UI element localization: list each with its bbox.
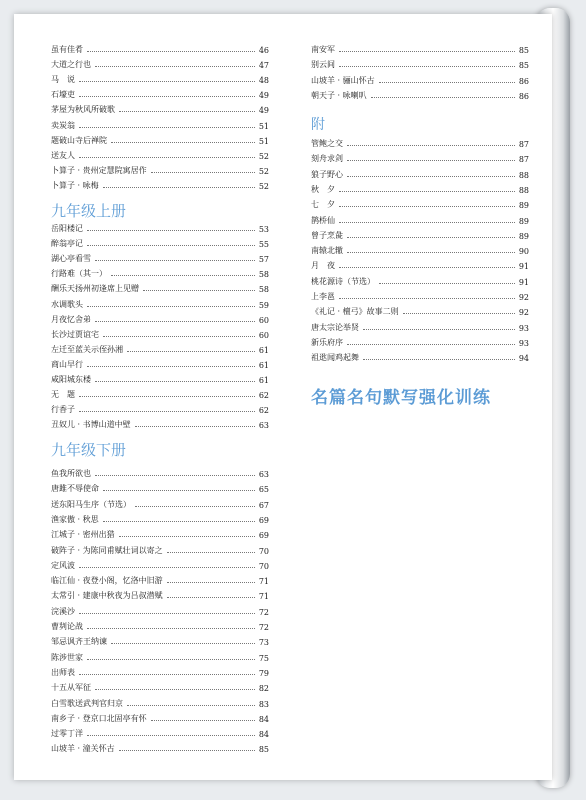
toc-entry-page: 57 xyxy=(258,255,269,265)
toc-entry-title: 卜算子 · 咏梅 xyxy=(51,180,99,190)
toc-entry-title: 虽有佳肴 xyxy=(51,45,83,54)
toc-entry[interactable] xyxy=(311,39,529,55)
toc-entry[interactable] xyxy=(51,145,269,161)
dot-leader xyxy=(79,396,255,397)
dot-leader xyxy=(363,359,515,360)
toc-entry[interactable] xyxy=(51,677,269,693)
toc-entry-page: 89 xyxy=(518,231,529,241)
toc-entry[interactable] xyxy=(51,84,269,100)
dot-leader xyxy=(339,267,515,268)
toc-entry[interactable] xyxy=(311,347,529,363)
dot-leader xyxy=(167,552,255,553)
dot-leader xyxy=(79,567,255,568)
dot-leader xyxy=(119,750,255,751)
toc-entry[interactable] xyxy=(51,631,269,647)
toc-entry[interactable] xyxy=(311,54,529,70)
toc-entry-page: 94 xyxy=(518,354,529,364)
section-heading-grade9-vol1: 九年级上册 xyxy=(51,202,127,220)
toc-entry-title: 邹忌讽齐王纳谏 xyxy=(51,637,107,647)
toc-entry-title: 鱼我所欲也 xyxy=(51,469,91,478)
toc-entry[interactable] xyxy=(51,175,269,191)
dot-leader xyxy=(135,426,255,427)
dot-leader xyxy=(111,275,255,276)
dot-leader xyxy=(371,97,515,98)
toc-entry-title: 山坡羊 · 骊山怀古 xyxy=(311,75,375,85)
toc-entry-page: 63 xyxy=(258,421,269,431)
toc-entry-page: 46 xyxy=(258,46,269,55)
toc-entry-title: 茅屋为秋风所破歌 xyxy=(51,105,115,115)
toc-entry-title: 月 夜 xyxy=(311,261,335,271)
dot-leader xyxy=(111,142,255,143)
toc-entry-page: 79 xyxy=(258,668,269,678)
toc-entry[interactable] xyxy=(51,248,269,264)
toc-entry[interactable] xyxy=(311,301,529,317)
toc-entry-title: 行路难（其一） xyxy=(51,269,107,279)
toc-entry-page: 52 xyxy=(258,151,269,161)
toc-entry-page: 49 xyxy=(258,106,269,116)
toc-entry-page: 60 xyxy=(258,315,269,325)
dot-leader xyxy=(87,230,255,231)
toc-entry-title: 送东阳马生序（节选） xyxy=(51,499,131,509)
toc-entry-page: 75 xyxy=(258,653,269,663)
dot-leader xyxy=(403,313,515,314)
toc-entry-page: 65 xyxy=(258,485,269,495)
toc-entry-page: 58 xyxy=(258,270,269,280)
toc-entry-page: 85 xyxy=(518,46,529,55)
toc-entry-title: 行香子 xyxy=(51,405,75,415)
toc-entry[interactable] xyxy=(51,555,269,571)
toc-entry[interactable] xyxy=(51,738,269,754)
toc-entry-page: 84 xyxy=(258,714,269,724)
toc-entry[interactable] xyxy=(51,570,269,586)
toc-entry[interactable] xyxy=(311,179,529,195)
toc-entry-page: 71 xyxy=(258,577,269,587)
toc-entry-page: 51 xyxy=(258,121,269,131)
toc-entry-title: 月夜忆舍弟 xyxy=(51,314,91,324)
toc-entry-page: 55 xyxy=(258,240,269,250)
toc-entry-page: 58 xyxy=(258,285,269,295)
dot-leader xyxy=(103,187,255,188)
dot-leader xyxy=(103,336,255,337)
toc-entry[interactable] xyxy=(51,616,269,632)
toc-entry[interactable] xyxy=(311,70,529,86)
toc-entry-title: 出师表 xyxy=(51,667,75,677)
toc-entry-title: 卖炭翁 xyxy=(51,120,75,130)
toc-entry-page: 91 xyxy=(518,277,529,287)
dot-leader xyxy=(127,351,255,352)
toc-entry[interactable] xyxy=(51,723,269,739)
toc-entry-title: 桃花源诗（节选） xyxy=(311,276,375,286)
toc-entry-page: 89 xyxy=(518,216,529,226)
dot-leader xyxy=(79,96,255,97)
toc-entry-title: 酬乐天扬州初逢席上见赠 xyxy=(51,284,139,294)
toc-entry[interactable] xyxy=(311,332,529,348)
toc-entry[interactable] xyxy=(51,399,269,415)
toc-entry-page: 52 xyxy=(258,166,269,176)
dot-leader xyxy=(95,321,255,322)
toc-entry-page: 83 xyxy=(258,699,269,709)
toc-entry-page: 86 xyxy=(518,76,529,86)
toc-entry-page: 48 xyxy=(258,76,269,86)
toc-entry-page: 73 xyxy=(258,638,269,648)
toc-entry-title: 无 题 xyxy=(51,390,75,400)
toc-entry[interactable] xyxy=(51,540,269,556)
toc-entry[interactable] xyxy=(311,225,529,241)
toc-entry-title: 卜算子 · 贵州定慧院寓居作 xyxy=(51,165,147,175)
toc-entry[interactable] xyxy=(311,255,529,271)
toc-entry[interactable] xyxy=(51,494,269,510)
toc-entry[interactable] xyxy=(51,509,269,525)
toc-entry-title: 左迁至蓝关示侄孙湘 xyxy=(51,344,123,354)
toc-entry[interactable] xyxy=(311,210,529,226)
drill-heading: 名篇名句默写强化训练 xyxy=(311,388,491,408)
dot-leader xyxy=(339,298,515,299)
dot-leader xyxy=(119,536,255,537)
toc-entry[interactable] xyxy=(51,414,269,430)
toc-entry-page: 87 xyxy=(518,155,529,165)
dot-leader xyxy=(167,597,255,598)
toc-entry-page: 86 xyxy=(518,91,529,101)
dot-leader xyxy=(151,720,255,721)
toc-entry[interactable] xyxy=(51,99,269,115)
toc-entry-title: 别云间 xyxy=(311,60,335,70)
toc-entry-page: 72 xyxy=(258,607,269,617)
toc-entry-page: 88 xyxy=(518,185,529,195)
toc-entry-page: 59 xyxy=(258,300,269,310)
toc-entry-page: 72 xyxy=(258,623,269,632)
toc-entry-page: 85 xyxy=(518,61,529,71)
toc-entry-title: 长沙过贾谊宅 xyxy=(51,329,99,339)
toc-entry-title: 岳阳楼记 xyxy=(51,224,83,233)
toc-entry[interactable] xyxy=(51,263,269,279)
toc-entry[interactable] xyxy=(51,130,269,146)
section-heading-appendix: 附 xyxy=(311,117,325,133)
toc-entry-title: 江城子 · 密州出猎 xyxy=(51,530,115,540)
toc-entry-title: 定风波 xyxy=(51,560,75,570)
toc-entry-page: 53 xyxy=(258,225,269,234)
dot-leader xyxy=(135,506,255,507)
toc-entry[interactable] xyxy=(51,369,269,385)
toc-entry-page: 93 xyxy=(518,323,529,333)
dot-leader xyxy=(95,381,255,382)
dot-leader xyxy=(87,306,255,307)
toc-entry-title: 曾子烹彘 xyxy=(311,230,343,240)
dot-leader xyxy=(103,521,255,522)
toc-entry-title: 马 说 xyxy=(51,75,75,85)
toc-entry-title: 狼子野心 xyxy=(311,169,343,179)
dot-leader xyxy=(87,735,255,736)
toc-entry-title: 刻舟求剑 xyxy=(311,154,343,164)
toc-entry-title: 《礼记 · 檀弓》故事二则 xyxy=(311,307,399,317)
dot-leader xyxy=(347,252,515,253)
toc-entry-title: 石壕吏 xyxy=(51,90,75,100)
toc-entry-title: 咸阳城东楼 xyxy=(51,375,91,384)
dot-leader xyxy=(143,290,255,291)
dot-leader xyxy=(363,329,515,330)
toc-entry[interactable] xyxy=(51,384,269,400)
dot-leader xyxy=(379,82,515,83)
toc-entry-title: 曹刿论战 xyxy=(51,622,83,631)
toc-entry-title: 醉翁亭记 xyxy=(51,239,83,249)
dot-leader xyxy=(347,176,515,177)
toc-entry[interactable] xyxy=(51,39,269,55)
toc-entry-page: 91 xyxy=(518,262,529,272)
toc-entry[interactable] xyxy=(51,601,269,617)
toc-entry-title: 陈涉世家 xyxy=(51,652,83,662)
toc-entry-page: 87 xyxy=(518,140,529,149)
toc-entry[interactable] xyxy=(51,478,269,494)
toc-entry-title: 祖逖闻鸡起舞 xyxy=(311,353,359,363)
toc-entry-page: 93 xyxy=(518,338,529,348)
toc-entry-title: 湖心亭看雪 xyxy=(51,254,91,264)
dot-leader xyxy=(79,127,255,128)
toc-entry[interactable] xyxy=(51,278,269,294)
toc-entry-page: 70 xyxy=(258,561,269,571)
toc-entry[interactable] xyxy=(51,339,269,355)
dot-leader xyxy=(339,66,515,67)
toc-entry-title: 丑奴儿 · 书博山道中壁 xyxy=(51,420,131,430)
dot-leader xyxy=(79,674,255,675)
dot-leader xyxy=(167,582,255,583)
toc-entry-title: 新乐府序 xyxy=(311,337,343,347)
toc-entry[interactable] xyxy=(311,286,529,302)
toc-entry[interactable] xyxy=(51,233,269,249)
toc-entry[interactable] xyxy=(51,647,269,663)
toc-entry-title: 过零丁洋 xyxy=(51,729,83,739)
toc-entry[interactable] xyxy=(51,309,269,325)
toc-entry-title: 南辕北辙 xyxy=(311,246,343,256)
toc-entry[interactable] xyxy=(311,164,529,180)
toc-entry-page: 70 xyxy=(258,546,269,556)
toc-entry[interactable] xyxy=(51,354,269,370)
toc-entry[interactable] xyxy=(51,115,269,131)
toc-entry-page: 92 xyxy=(518,293,529,302)
dot-leader xyxy=(379,283,515,284)
dot-leader xyxy=(127,705,255,706)
toc-entry-page: 90 xyxy=(518,247,529,257)
dot-leader xyxy=(111,643,255,644)
dot-leader xyxy=(95,66,255,67)
toc-entry-title: 南安军 xyxy=(311,45,335,54)
toc-entry-title: 题破山寺后禅院 xyxy=(51,135,107,145)
dot-leader xyxy=(151,172,255,173)
dot-leader xyxy=(79,81,255,82)
dot-leader xyxy=(339,206,515,207)
dot-leader xyxy=(95,475,255,476)
toc-entry-title: 南乡子 · 登京口北固亭有怀 xyxy=(51,713,147,723)
toc-entry-page: 84 xyxy=(258,730,269,740)
dot-leader xyxy=(347,344,515,345)
dot-leader xyxy=(87,628,255,629)
toc-entry-page: 89 xyxy=(518,201,529,211)
toc-entry-page: 69 xyxy=(258,531,269,541)
toc-entry-title: 大道之行也 xyxy=(51,60,91,70)
toc-entry-title: 七 夕 xyxy=(311,200,335,210)
dot-leader xyxy=(339,222,515,223)
dot-leader xyxy=(119,111,255,112)
toc-entry[interactable] xyxy=(51,294,269,310)
toc-entry[interactable] xyxy=(311,148,529,164)
dot-leader xyxy=(95,260,255,261)
toc-entry[interactable] xyxy=(51,662,269,678)
dot-leader xyxy=(339,191,515,192)
toc-entry-title: 商山早行 xyxy=(51,359,83,369)
toc-entry-page: 85 xyxy=(258,745,269,755)
toc-entry-page: 61 xyxy=(258,376,269,385)
toc-entry-title: 太常引 · 建康中秋夜为吕叔潜赋 xyxy=(51,591,163,601)
toc-entry-page: 63 xyxy=(258,470,269,479)
toc-entry-page: 69 xyxy=(258,515,269,525)
toc-entry-title: 鹊桥仙 xyxy=(311,215,335,225)
toc-entry-title: 上李邕 xyxy=(311,292,335,301)
toc-entry[interactable] xyxy=(51,218,269,234)
toc-entry-page: 71 xyxy=(258,592,269,602)
toc-entry-title: 朝天子 · 咏喇叭 xyxy=(311,90,367,100)
toc-entry[interactable] xyxy=(51,160,269,176)
toc-entry-title: 唐太宗论举贤 xyxy=(311,322,359,332)
toc-entry-page: 49 xyxy=(258,91,269,101)
toc-entry-page: 60 xyxy=(258,330,269,340)
toc-entry[interactable] xyxy=(51,585,269,601)
toc-entry-title: 管鲍之交 xyxy=(311,139,343,148)
dot-leader xyxy=(347,160,515,161)
toc-entry-page: 51 xyxy=(258,136,269,146)
toc-entry-title: 浣溪沙 xyxy=(51,606,75,616)
dot-leader xyxy=(347,145,515,146)
toc-entry-page: 88 xyxy=(518,170,529,180)
toc-entry[interactable] xyxy=(51,54,269,70)
toc-entry-title: 唐雎不辱使命 xyxy=(51,484,99,494)
toc-entry[interactable] xyxy=(51,524,269,540)
toc-entry[interactable] xyxy=(311,240,529,256)
toc-entry-page: 61 xyxy=(258,360,269,370)
dot-leader xyxy=(103,490,255,491)
toc-entry[interactable] xyxy=(311,317,529,333)
dot-leader xyxy=(339,51,515,52)
toc-entry[interactable] xyxy=(51,693,269,709)
toc-entry-title: 十五从军征 xyxy=(51,683,91,693)
toc-entry[interactable] xyxy=(311,85,529,101)
toc-entry[interactable] xyxy=(51,324,269,340)
toc-entry-page: 67 xyxy=(258,500,269,510)
toc-entry-page: 61 xyxy=(258,345,269,355)
toc-entry-page: 47 xyxy=(258,61,269,71)
toc-entry[interactable] xyxy=(311,133,529,149)
toc-entry-page: 62 xyxy=(258,391,269,401)
toc-entry[interactable] xyxy=(51,463,269,479)
toc-entry-title: 山坡羊 · 潼关怀古 xyxy=(51,744,115,754)
dot-leader xyxy=(87,659,255,660)
dot-leader xyxy=(87,245,255,246)
toc-entry-title: 秋 夕 xyxy=(311,184,335,194)
dot-leader xyxy=(79,613,255,614)
dot-leader xyxy=(87,51,255,52)
section-heading-grade9-vol2: 九年级下册 xyxy=(51,441,127,459)
toc-entry[interactable] xyxy=(51,69,269,85)
dot-leader xyxy=(347,237,515,238)
toc-entry[interactable] xyxy=(311,271,529,287)
document-page xyxy=(14,14,552,780)
toc-entry-title: 渔家傲 · 秋思 xyxy=(51,514,99,524)
toc-entry[interactable] xyxy=(51,708,269,724)
toc-entry[interactable] xyxy=(311,194,529,210)
toc-entry-page: 92 xyxy=(518,308,529,318)
dot-leader xyxy=(79,157,255,158)
toc-entry-page: 62 xyxy=(258,406,269,416)
dot-leader xyxy=(79,411,255,412)
toc-entry-page: 82 xyxy=(258,684,269,694)
dot-leader xyxy=(87,366,255,367)
toc-entry-title: 破阵子 · 为陈同甫赋壮词以寄之 xyxy=(51,545,163,555)
toc-entry-title: 水调歌头 xyxy=(51,299,83,309)
dot-leader xyxy=(95,689,255,690)
toc-entry-title: 白雪歌送武判官归京 xyxy=(51,698,123,708)
toc-entry-title: 送友人 xyxy=(51,150,75,160)
toc-entry-page: 52 xyxy=(258,181,269,191)
toc-entry-title: 临江仙 · 夜登小阁，忆洛中旧游 xyxy=(51,576,163,586)
